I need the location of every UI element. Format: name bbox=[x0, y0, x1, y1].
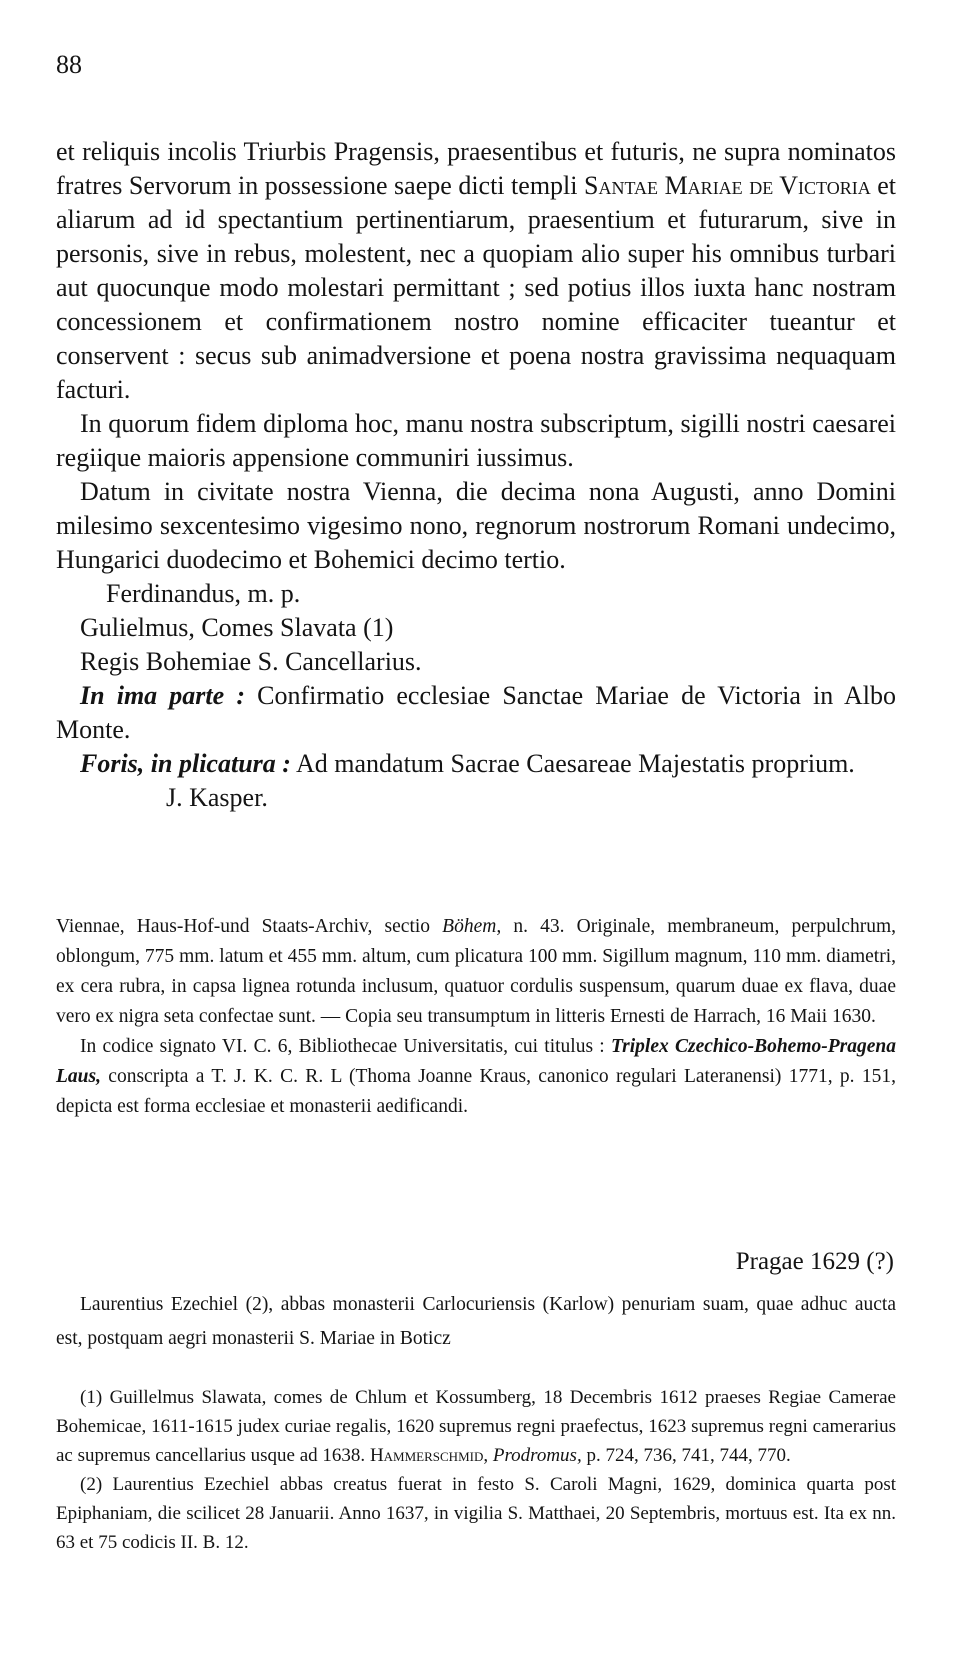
author-name: Hammerschmid, bbox=[369, 1445, 489, 1466]
signature-kasper: J. Kasper. bbox=[166, 783, 268, 812]
footnote-2: (2) Laurentius Ezechiel abbas creatus fuerat in festo S. Caroli Magni, 1629, dominica quarta post Epiphaniam, die scilicet 28 Januarii. Anno 1637, in vigilia S. Matthaei, 20 Septembris, mortuus est. Ita ex nn. 63 et 75 codicis II. B. 12. bbox=[56, 1474, 896, 1553]
text-segment: conscripta a T. J. K. C. R. L (Thoma Joanne Kraus, canonico regulari Lateranensi) 1771, p. 151, depicta est forma ecclesiae et monasterii aedificandi. bbox=[56, 1066, 896, 1117]
signature-gulielmus: Gulielmus, Comes Slavata (1) bbox=[80, 613, 394, 642]
note-codex bbox=[56, 1032, 896, 1122]
main-text bbox=[56, 135, 896, 815]
text-segment: In codice signato VI. C. 6, Bibliothecae Universitatis, cui titulus : bbox=[80, 1036, 611, 1057]
footnotes bbox=[56, 1383, 896, 1557]
archive-notes bbox=[56, 912, 896, 1122]
codex-title: Triplex Czechico-Bohemo-Pragena Laus, bbox=[56, 1036, 896, 1087]
next-document-entry bbox=[56, 1288, 896, 1356]
text-segment: n. 43. Originale, membraneum, perpulchrum, oblongum, 775 mm. latum et 455 mm. altum, cum plicatura 100 mm. Sigillum magnum, 110 mm. diametri, ex cera rubra, in capsa lignea rotunda inclusum, quatuor cordulis suspensum, quarum duae ex flava, duae vero ex nigra seta confectae sunt. — Copia seu transumptum in litteris Ernesti de Harrach, 16 Maii 1630. bbox=[56, 916, 896, 1027]
text-segment: et aliarum ad id spectantium pertinentiarum, praesentium et futurarum, sive in personis, sive in rebus, molestent, nec a quopiam alio super his omnibus turbari aut quocunque modo molestari permittant ; sed potius illos iuxta hanc nostram concessionem et confirmationem nostro nomine efficaciter tueantur et conservent : secus sub animadversione et poena nostra gravissima nequaquam facturi. bbox=[56, 171, 896, 404]
paragraph-foris bbox=[56, 747, 896, 781]
paragraph-datum: Datum in civitate nostra Vienna, die decima nona Augusti, anno Domini milesimo sexcentesimo vigesimo nono, regnorum nostrorum Romani undecimo, Hungarici duodecimo et Bohemici decimo tertio. bbox=[56, 477, 896, 574]
entry-paragraph: Laurentius Ezechiel (2), abbas monasterii Carlocuriensis (Karlow) penuriam suam, quae adhuc aucta est, postquam aegri monasterii S. Mariae in Boticz bbox=[56, 1294, 896, 1349]
archive-section: Böhem, bbox=[442, 916, 502, 937]
paragraph-charter-continuation bbox=[56, 135, 896, 407]
work-title: Prodromus, bbox=[488, 1445, 582, 1466]
text-segment: Viennae, Haus-Hof-und Staats-Archiv, sectio bbox=[56, 916, 443, 937]
foris-text: Ad mandatum Sacrae Caesareae Majestatis proprium. bbox=[290, 749, 855, 778]
paragraph-in-quorum: In quorum fidem diploma hoc, manu nostra subscriptum, sigilli nostri caesarei regiique maioris appensione communiri iussimus. bbox=[56, 409, 896, 472]
paragraph-ima-parte bbox=[56, 679, 896, 747]
signature-ferdinandus: Ferdinandus, m. p. bbox=[106, 579, 301, 608]
ima-text: Confirmatio ecclesiae Sanctae Mariae de Victoria in Albo Monte. bbox=[56, 681, 896, 744]
footnote-1 bbox=[56, 1383, 896, 1470]
foris-label: Foris, in plicatura : bbox=[80, 749, 291, 778]
page-number: 88 bbox=[56, 50, 82, 79]
ima-label: In ima parte : bbox=[80, 681, 245, 710]
text-segment: p. 724, 736, 741, 744, 770. bbox=[581, 1445, 791, 1466]
text-segment: et reliquis incolis Triurbis Pragensis, praesentibus et futuris, ne supra nominatos fratres Servorum in possessione saepe dicti templi bbox=[56, 137, 896, 200]
document-date-heading: Pragae 1629 (?) bbox=[735, 1248, 894, 1275]
signature-regis-cancellarius: Regis Bohemiae S. Cancellarius. bbox=[80, 647, 422, 676]
text-segment: (1) Guillelmus Slawata, comes de Chlum et Kossumberg, 18 Decembris 1612 praeses Regiae Camerae Bohemicae, 1611-1615 judex curiae regalis, 1620 supremus regni praefectus, 1623 supremus regni camerarius ac supremus cancellarius usque ad 1638. bbox=[56, 1387, 896, 1466]
church-name: Santae Mariae de Victoria bbox=[584, 171, 871, 200]
note-archive-source bbox=[56, 912, 896, 1032]
